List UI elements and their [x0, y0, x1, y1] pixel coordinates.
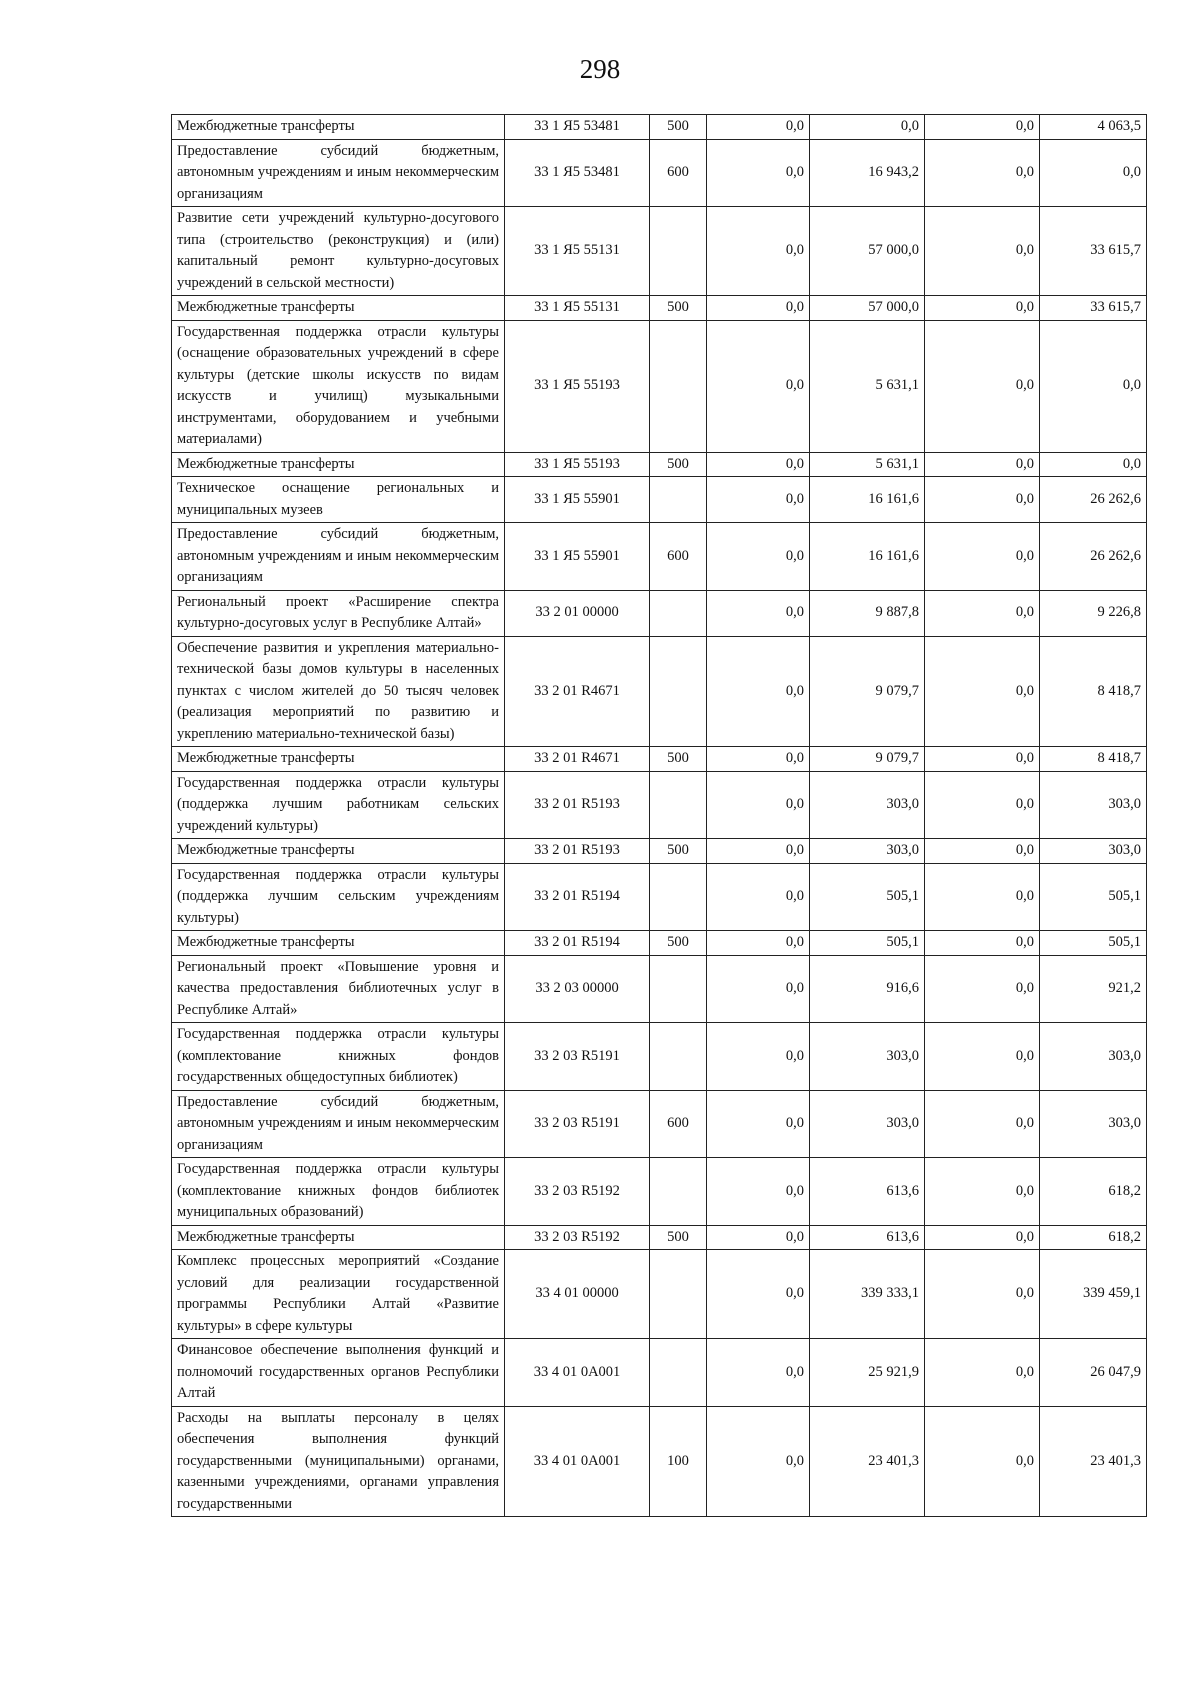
row-code: 33 2 03 00000 — [505, 955, 650, 1023]
row-code: 33 4 01 0А001 — [505, 1406, 650, 1517]
row-value-3: 0,0 — [925, 296, 1040, 321]
row-code: 33 1 Я5 55131 — [505, 296, 650, 321]
table-row — [172, 320, 1147, 452]
row-code: 33 2 01 00000 — [505, 590, 650, 636]
row-value-4: 505,1 — [1040, 863, 1147, 931]
row-value-1: 0,0 — [707, 1023, 810, 1091]
row-value-4: 33 615,7 — [1040, 207, 1147, 296]
row-value-3: 0,0 — [925, 139, 1040, 207]
table-row — [172, 477, 1147, 523]
row-value-3: 0,0 — [925, 1406, 1040, 1517]
row-value-2: 9 079,7 — [810, 636, 925, 747]
row-value-3: 0,0 — [925, 1023, 1040, 1091]
row-value-3: 0,0 — [925, 839, 1040, 864]
row-value-1: 0,0 — [707, 1406, 810, 1517]
row-code: 33 2 03 R5192 — [505, 1225, 650, 1250]
row-value-1: 0,0 — [707, 115, 810, 140]
row-expense-type — [650, 863, 707, 931]
row-name: Межбюджетные трансферты — [172, 115, 505, 140]
row-value-2: 303,0 — [810, 839, 925, 864]
row-expense-type: 600 — [650, 523, 707, 591]
row-code: 33 1 Я5 55901 — [505, 523, 650, 591]
row-value-2: 9 079,7 — [810, 747, 925, 772]
row-value-1: 0,0 — [707, 1090, 810, 1158]
row-name: Финансовое обеспечение выполнения функций и полномочий государственных органов Республики Алтай — [172, 1339, 505, 1407]
row-value-1: 0,0 — [707, 296, 810, 321]
row-value-4: 0,0 — [1040, 452, 1147, 477]
row-name: Межбюджетные трансферты — [172, 296, 505, 321]
row-expense-type: 500 — [650, 1225, 707, 1250]
row-expense-type: 500 — [650, 296, 707, 321]
row-value-2: 0,0 — [810, 115, 925, 140]
row-value-2: 57 000,0 — [810, 207, 925, 296]
row-name: Межбюджетные трансферты — [172, 1225, 505, 1250]
row-code: 33 2 01 R5193 — [505, 771, 650, 839]
row-expense-type — [650, 955, 707, 1023]
row-value-2: 25 921,9 — [810, 1339, 925, 1407]
row-code: 33 4 01 00000 — [505, 1250, 650, 1339]
row-name: Техническое оснащение региональных и муниципальных музеев — [172, 477, 505, 523]
row-value-2: 303,0 — [810, 1023, 925, 1091]
row-code: 33 2 01 R4671 — [505, 636, 650, 747]
table-row — [172, 771, 1147, 839]
row-value-1: 0,0 — [707, 931, 810, 956]
table-row — [172, 590, 1147, 636]
table-row — [172, 1339, 1147, 1407]
row-expense-type — [650, 477, 707, 523]
row-expense-type — [650, 1250, 707, 1339]
row-expense-type — [650, 771, 707, 839]
row-value-4: 8 418,7 — [1040, 636, 1147, 747]
row-value-3: 0,0 — [925, 1225, 1040, 1250]
page-number: 298 — [579, 54, 621, 84]
row-code: 33 2 01 R4671 — [505, 747, 650, 772]
table-row — [172, 1158, 1147, 1226]
row-expense-type — [650, 207, 707, 296]
row-value-3: 0,0 — [925, 636, 1040, 747]
row-value-1: 0,0 — [707, 1158, 810, 1226]
row-expense-type: 600 — [650, 139, 707, 207]
row-expense-type: 500 — [650, 931, 707, 956]
row-name: Государственная поддержка отрасли культуры (поддержка лучшим сельским учреждениям культуры) — [172, 863, 505, 931]
row-code: 33 1 Я5 55193 — [505, 320, 650, 452]
row-code: 33 2 01 R5193 — [505, 839, 650, 864]
row-expense-type — [650, 590, 707, 636]
row-name: Государственная поддержка отрасли культуры (комплектование книжных фондов библиотек муниципальных образований) — [172, 1158, 505, 1226]
table-row — [172, 452, 1147, 477]
row-value-4: 0,0 — [1040, 139, 1147, 207]
row-value-1: 0,0 — [707, 1339, 810, 1407]
row-value-4: 618,2 — [1040, 1158, 1147, 1226]
row-name: Предоставление субсидий бюджетным, автономным учреждениям и иным некоммерческим организациям — [172, 1090, 505, 1158]
row-value-3: 0,0 — [925, 771, 1040, 839]
row-value-3: 0,0 — [925, 477, 1040, 523]
row-value-4: 303,0 — [1040, 1090, 1147, 1158]
row-name: Региональный проект «Повышение уровня и качества предоставления библиотечных услуг в Республике Алтай» — [172, 955, 505, 1023]
table-row — [172, 955, 1147, 1023]
row-value-2: 5 631,1 — [810, 452, 925, 477]
table-row — [172, 115, 1147, 140]
row-value-1: 0,0 — [707, 452, 810, 477]
row-value-3: 0,0 — [925, 863, 1040, 931]
row-value-4: 33 615,7 — [1040, 296, 1147, 321]
row-name: Развитие сети учреждений культурно-досугового типа (строительство (реконструкция) и (или) капитальный ремонт культурно-досуговых учреждений в сельской местности) — [172, 207, 505, 296]
row-name: Региональный проект «Расширение спектра культурно-досуговых услуг в Республике Алтай» — [172, 590, 505, 636]
table-row — [172, 1225, 1147, 1250]
row-code: 33 1 Я5 53481 — [505, 115, 650, 140]
row-name: Расходы на выплаты персоналу в целях обеспечения выполнения функций государственными (муниципальными) органами, казенными учреждениями, органами управления государственными — [172, 1406, 505, 1517]
row-value-4: 8 418,7 — [1040, 747, 1147, 772]
row-value-3: 0,0 — [925, 452, 1040, 477]
row-value-1: 0,0 — [707, 590, 810, 636]
row-expense-type — [650, 320, 707, 452]
row-value-1: 0,0 — [707, 523, 810, 591]
table-row — [172, 1250, 1147, 1339]
row-expense-type — [650, 636, 707, 747]
row-value-2: 613,6 — [810, 1158, 925, 1226]
row-value-4: 26 262,6 — [1040, 477, 1147, 523]
row-value-3: 0,0 — [925, 955, 1040, 1023]
row-expense-type: 500 — [650, 115, 707, 140]
row-value-4: 23 401,3 — [1040, 1406, 1147, 1517]
row-value-3: 0,0 — [925, 931, 1040, 956]
row-value-3: 0,0 — [925, 115, 1040, 140]
row-name: Межбюджетные трансферты — [172, 839, 505, 864]
row-value-1: 0,0 — [707, 1225, 810, 1250]
row-expense-type: 500 — [650, 452, 707, 477]
row-code: 33 1 Я5 55901 — [505, 477, 650, 523]
table-row — [172, 636, 1147, 747]
row-value-3: 0,0 — [925, 207, 1040, 296]
row-value-4: 303,0 — [1040, 1023, 1147, 1091]
row-value-2: 57 000,0 — [810, 296, 925, 321]
row-code: 33 2 03 R5191 — [505, 1090, 650, 1158]
row-expense-type — [650, 1158, 707, 1226]
row-value-2: 303,0 — [810, 1090, 925, 1158]
row-value-4: 303,0 — [1040, 771, 1147, 839]
row-code: 33 2 03 R5191 — [505, 1023, 650, 1091]
row-code: 33 1 Я5 55131 — [505, 207, 650, 296]
budget-table — [171, 114, 1147, 1517]
row-expense-type: 100 — [650, 1406, 707, 1517]
row-value-3: 0,0 — [925, 590, 1040, 636]
row-value-4: 0,0 — [1040, 320, 1147, 452]
row-value-1: 0,0 — [707, 839, 810, 864]
row-value-1: 0,0 — [707, 747, 810, 772]
row-value-1: 0,0 — [707, 139, 810, 207]
row-code: 33 2 01 R5194 — [505, 863, 650, 931]
row-value-2: 5 631,1 — [810, 320, 925, 452]
row-value-1: 0,0 — [707, 207, 810, 296]
row-value-3: 0,0 — [925, 1090, 1040, 1158]
row-value-2: 23 401,3 — [810, 1406, 925, 1517]
table-row — [172, 863, 1147, 931]
row-value-4: 339 459,1 — [1040, 1250, 1147, 1339]
row-name: Предоставление субсидий бюджетным, автономным учреждениям и иным некоммерческим организациям — [172, 139, 505, 207]
row-value-4: 26 047,9 — [1040, 1339, 1147, 1407]
row-name: Предоставление субсидий бюджетным, автономным учреждениям и иным некоммерческим организациям — [172, 523, 505, 591]
table-row — [172, 931, 1147, 956]
row-value-4: 505,1 — [1040, 931, 1147, 956]
row-value-2: 916,6 — [810, 955, 925, 1023]
table-row — [172, 139, 1147, 207]
row-value-2: 505,1 — [810, 863, 925, 931]
table-row — [172, 747, 1147, 772]
table-row — [172, 839, 1147, 864]
row-value-2: 303,0 — [810, 771, 925, 839]
row-name: Межбюджетные трансферты — [172, 747, 505, 772]
row-expense-type — [650, 1339, 707, 1407]
row-value-2: 16 943,2 — [810, 139, 925, 207]
table-row — [172, 207, 1147, 296]
row-value-3: 0,0 — [925, 1158, 1040, 1226]
row-value-1: 0,0 — [707, 771, 810, 839]
row-value-3: 0,0 — [925, 320, 1040, 452]
table-row — [172, 523, 1147, 591]
row-value-2: 613,6 — [810, 1225, 925, 1250]
row-value-4: 618,2 — [1040, 1225, 1147, 1250]
row-value-4: 4 063,5 — [1040, 115, 1147, 140]
row-name: Межбюджетные трансферты — [172, 931, 505, 956]
row-expense-type — [650, 1023, 707, 1091]
table-row — [172, 1406, 1147, 1517]
row-name: Межбюджетные трансферты — [172, 452, 505, 477]
row-value-2: 9 887,8 — [810, 590, 925, 636]
row-value-4: 303,0 — [1040, 839, 1147, 864]
row-value-2: 16 161,6 — [810, 477, 925, 523]
row-value-3: 0,0 — [925, 1339, 1040, 1407]
row-code: 33 1 Я5 55193 — [505, 452, 650, 477]
row-value-1: 0,0 — [707, 1250, 810, 1339]
row-value-1: 0,0 — [707, 863, 810, 931]
row-name: Обеспечение развития и укрепления материально-технической базы домов культуры в населенных пунктах с числом жителей до 50 тысяч человек (реализация мероприятий по развитию и укреплению материально-технической базы) — [172, 636, 505, 747]
row-value-4: 26 262,6 — [1040, 523, 1147, 591]
table-row — [172, 1023, 1147, 1091]
row-name: Государственная поддержка отрасли культуры (комплектование книжных фондов государственных общедоступных библиотек) — [172, 1023, 505, 1091]
row-value-3: 0,0 — [925, 1250, 1040, 1339]
row-expense-type: 500 — [650, 747, 707, 772]
row-value-2: 339 333,1 — [810, 1250, 925, 1339]
row-name: Государственная поддержка отрасли культуры (поддержка лучшим работникам сельских учреждений культуры) — [172, 771, 505, 839]
row-value-2: 16 161,6 — [810, 523, 925, 591]
row-code: 33 4 01 0А001 — [505, 1339, 650, 1407]
row-value-3: 0,0 — [925, 747, 1040, 772]
row-code: 33 2 03 R5192 — [505, 1158, 650, 1226]
row-name: Комплекс процессных мероприятий «Создание условий для реализации государственной программы Республики Алтай «Развитие культуры» в сфере культуры — [172, 1250, 505, 1339]
table-row — [172, 296, 1147, 321]
row-expense-type: 500 — [650, 839, 707, 864]
row-value-4: 9 226,8 — [1040, 590, 1147, 636]
row-value-1: 0,0 — [707, 636, 810, 747]
row-name: Государственная поддержка отрасли культуры (оснащение образовательных учреждений в сфере культуры (детские школы искусств по видам искусств и училищ) музыкальными инструментами, оборудованием и учебными материалами) — [172, 320, 505, 452]
row-value-2: 505,1 — [810, 931, 925, 956]
row-code: 33 1 Я5 53481 — [505, 139, 650, 207]
row-expense-type: 600 — [650, 1090, 707, 1158]
row-value-1: 0,0 — [707, 477, 810, 523]
row-value-3: 0,0 — [925, 523, 1040, 591]
row-value-1: 0,0 — [707, 955, 810, 1023]
row-value-4: 921,2 — [1040, 955, 1147, 1023]
row-value-1: 0,0 — [707, 320, 810, 452]
table-row — [172, 1090, 1147, 1158]
row-code: 33 2 01 R5194 — [505, 931, 650, 956]
